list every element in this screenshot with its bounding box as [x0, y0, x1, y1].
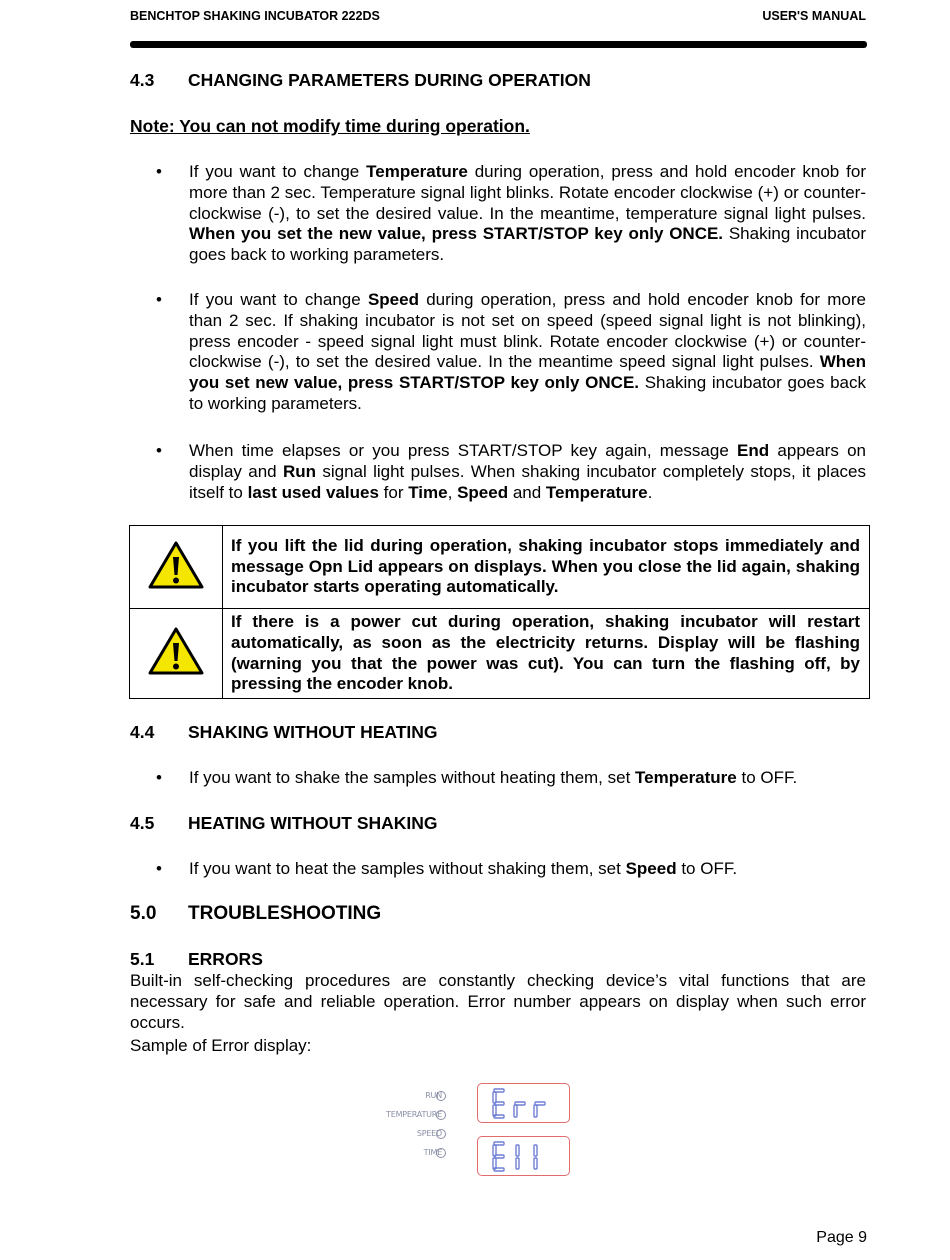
section-title: SHAKING WITHOUT HEATING: [188, 722, 438, 742]
bullet-end: When time elapses or you press START/STOP key again, message End appears on display and Run signal light pulses. When shaking incubator completely stops, it places itself to last used values for Time, Speed and Temperature.: [189, 441, 867, 502]
seven-segment-err-icon: [478, 1084, 569, 1122]
section-title: HEATING WITHOUT SHAKING: [188, 813, 438, 833]
section-number: 4.4: [130, 722, 155, 742]
bullet-no-heating: If you want to shake the samples without heating them, set Temperature to OFF.: [189, 768, 798, 787]
display-bottom: [477, 1136, 570, 1176]
section-5-1-heading: [130, 949, 870, 971]
run-led-icon: [436, 1091, 446, 1101]
section-4-3-heading: [130, 70, 870, 92]
bullet-icon: •: [156, 859, 162, 878]
note-time: Note: You can not modify time during operation.: [130, 116, 530, 136]
panel-label-temperature: TEMPERATURE: [386, 1110, 442, 1119]
section-title: ERRORS: [188, 949, 263, 969]
errors-description: Built-in self-checking procedures are constantly checking device’s vital functions that are necessary for safe and reliable operation. Error number appears on display when such error occurs.: [130, 971, 866, 1032]
bullet-icon: •: [156, 162, 162, 181]
warning-row: [130, 526, 870, 609]
section-title: TROUBLESHOOTING: [188, 903, 382, 924]
panel-label-run: RUN: [425, 1091, 442, 1100]
warning-row: [130, 609, 870, 699]
section-5-0-heading: [130, 903, 870, 927]
section-4-5-heading: [130, 813, 870, 835]
bullet-temperature: If you want to change Temperature during operation, press and hold encoder knob for more than 2 sec. Temperature signal light blinks. Rotate encoder clockwise (+) or counter-clockwise (-), to set the desired value. In the meantime, temperature signal light pulses. When you set the new value, press START/STOP key only ONCE. Shaking incubator goes back to working parameters.: [189, 162, 866, 265]
warning-power-text: If there is a power cut during operation, shaking incubator will restart automatically, as soon as the electricity returns. Display will be flashing (warning you that the power was cut). You can turn the flashing off, by pressing the encoder knob.: [223, 609, 870, 699]
bullet-speed: If you want to change Speed during operation, press and hold encoder knob for more than 2 sec. If shaking incubator is not set on speed (speed signal light is not blinking), press encoder - speed signal light must blink. Rotate encoder clockwise (+) or counter-clockwise (-), to set the desired value. In the meantime speed signal light pulses. When you set new value, press START/STOP key only ONCE. Shaking incubator goes back to working parameters.: [189, 290, 866, 413]
temperature-led-icon: [436, 1110, 446, 1120]
warning-table: [129, 525, 870, 699]
bullet-icon: •: [156, 768, 162, 787]
warning-icon-cell: [130, 609, 223, 699]
section-number: 5.0: [130, 903, 157, 924]
bullet-no-shaking: If you want to heat the samples without shaking them, set Speed to OFF.: [189, 859, 738, 878]
error-display-panel: [372, 1080, 572, 1180]
time-led-icon: [436, 1148, 446, 1158]
section-number: 4.5: [130, 813, 155, 833]
section-number: 5.1: [130, 949, 155, 969]
header-manual-label: USER'S MANUAL: [762, 9, 866, 23]
warning-lid-text: If you lift the lid during operation, shaking incubator stops immediately and message Opn Lid appears on displays. When you close the lid again, shaking incubator starts operating automatically.: [223, 526, 870, 609]
page-number: Page 9: [816, 1229, 867, 1246]
seven-segment-e11-icon: [478, 1137, 569, 1175]
bullet-icon: •: [156, 441, 162, 460]
section-number: 4.3: [130, 70, 155, 90]
section-4-4-heading: [130, 722, 870, 744]
panel-label-speed: SPEED: [416, 1129, 442, 1138]
header-rule: [130, 41, 867, 48]
warning-icon: [147, 540, 205, 590]
warning-icon: [147, 626, 205, 676]
display-top: [477, 1083, 570, 1123]
section-title: CHANGING PARAMETERS DURING OPERATION: [188, 70, 591, 90]
warning-icon-cell: [130, 526, 223, 609]
header-title: BENCHTOP SHAKING INCUBATOR 222DS: [130, 9, 380, 23]
bullet-icon: •: [156, 290, 162, 309]
speed-led-icon: [436, 1129, 446, 1139]
panel-label-time: TIME: [423, 1148, 442, 1157]
errors-sample-label: Sample of Error display:: [130, 1036, 312, 1055]
